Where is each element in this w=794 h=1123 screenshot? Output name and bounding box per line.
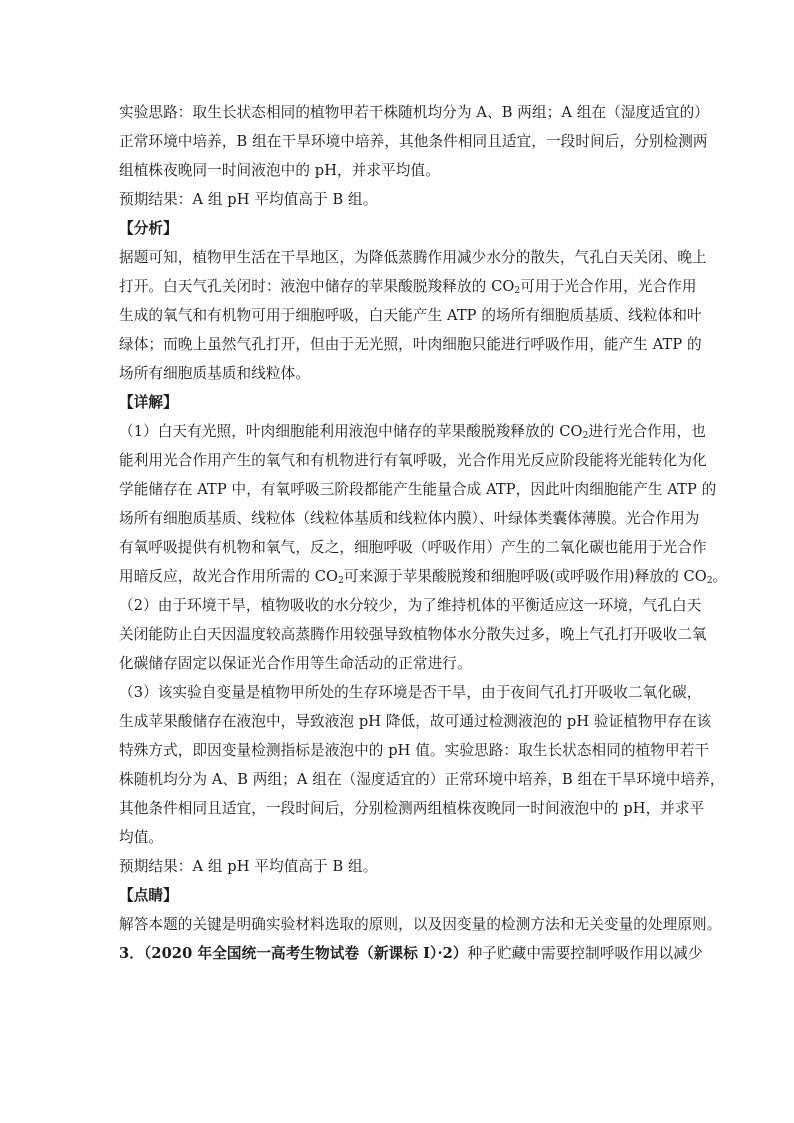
text-line: 关闭能防止白天因温度较高蒸腾作用较强导致植物体水分散失过多，晚上气孔打开吸收二氧 — [119, 626, 707, 643]
text-line: 有氧呼吸提供有机物和氧气，反之，细胞呼吸（呼吸作用）产生的二氧化碳也能用于光合作 — [119, 539, 707, 556]
subscript: 2 — [514, 286, 521, 296]
text-line: 解答本题的关键是明确实验材料选取的原则，以及因变量的检测方法和无关变量的处理原则。 — [119, 916, 722, 933]
text-line: 均值。 — [119, 829, 164, 846]
text-line: 用暗反应，故光合作用所需的 $CO_2$可来源于苹果酸脱羧和细胞呼吸(或呼吸作用)释放的 $CO_2$。 — [119, 568, 728, 586]
text-line: 场所有细胞质基质、线粒体（线粒体基质和线粒体内膜）、叶绿体类囊体薄膜。光合作用为 — [119, 510, 700, 527]
question-line: 3．（2020 年全国统一高考生物试卷（新课标 Ⅰ）·2）种子贮藏中需要控制呼吸作用以减少 — [119, 945, 703, 962]
text-line: （2）由于环境干旱，植物吸收的水分较少，为了维持机体的平衡适应这一环境，气孔白天 — [119, 597, 702, 614]
text-line: 生成的氧气和有机物可用于细胞呼吸，白天能产生 ATP 的场所有细胞质基质、线粒体和叶 — [119, 307, 702, 324]
expected-result-line: 预期结果：A 组 pH 平均值高于 B 组。 — [119, 191, 378, 208]
text-line: 特殊方式，即因变量检测指标是液泡中的 pH 值。实验思路：取生长状态相同的植物甲若干 — [119, 742, 710, 759]
text-line: 据题可知，植物甲生活在干旱地区，为降低蒸腾作用减少水分的散失，气孔白天关闭、晚上 — [119, 249, 707, 266]
text-line: 株随机均分为 A、B 两组；A 组在（湿度适宜的）正常环境中培养，B 组在干旱环境中培养， — [119, 771, 725, 788]
document-body — [119, 98, 728, 968]
text-line: 能利用光合作用产生的氧气和有机物进行有氧呼吸，光合作用光反应阶段能将光能转化为化 — [119, 452, 707, 469]
section-heading-tips: 【点睛】 — [119, 887, 178, 904]
text-line: 生成苹果酸储存在液泡中，导致液泡 pH 降低，故可通过检测液泡的 pH 验证植物甲存在该 — [119, 713, 712, 730]
text-line: 绿体；而晚上虽然气孔打开，但由于无光照，叶肉细胞只能进行呼吸作用，能产生 ATP 的 — [119, 336, 702, 353]
text-line: 场所有细胞质基质和线粒体。 — [119, 365, 311, 382]
text-line: 学能储存在 ATP 中，有氧呼吸三阶段都能产生能量合成 ATP，因此叶肉细胞能产生 ATP 的 — [119, 481, 717, 498]
subscript: 2 — [706, 576, 713, 586]
expected-result-line: 预期结果：A 组 pH 平均值高于 B 组。 — [119, 858, 378, 875]
text-line: （3）该实验自变量是植物甲所处的生存环境是否干旱，由于夜间气孔打开吸收二氧化碳， — [119, 684, 702, 701]
text-line: 化碳储存固定以保证光合作用等生命活动的正常进行。 — [119, 655, 472, 672]
text-line: 组植株夜晚同一时间液泡中的 pH，并求平均值。 — [119, 162, 440, 179]
subscript: 2 — [582, 431, 589, 441]
section-heading-details: 【详解】 — [119, 394, 178, 411]
subscript: 2 — [338, 576, 344, 586]
section-heading-analysis: 【分析】 — [119, 220, 178, 237]
text-line: 其他条件相同且适宜，一段时间后，分别检测两组植株夜晚同一时间液泡中的 pH，并求平 — [119, 800, 705, 817]
text-line: 实验思路：取生长状态相同的植物甲若干株随机均分为 A、B 两组；A 组在（湿度适宜的） — [119, 104, 709, 121]
text-line: 正常环境中培养，B 组在干旱环境中培养，其他条件相同且适宜，一段时间后，分别检测两 — [119, 133, 708, 150]
question-source: 3．（2020 年全国统一高考生物试卷（新课标 Ⅰ）·2） — [119, 945, 468, 962]
text-line: （1）白天有光照，叶肉细胞能利用液泡中储存的苹果酸脱羧释放的 $CO_2$进行光合作用，也 — [119, 423, 706, 441]
text-line: 打开。白天气孔关闭时：液泡中储存的苹果酸脱羧释放的 $CO_2$可用于光合作用，光合作用 — [119, 278, 697, 296]
